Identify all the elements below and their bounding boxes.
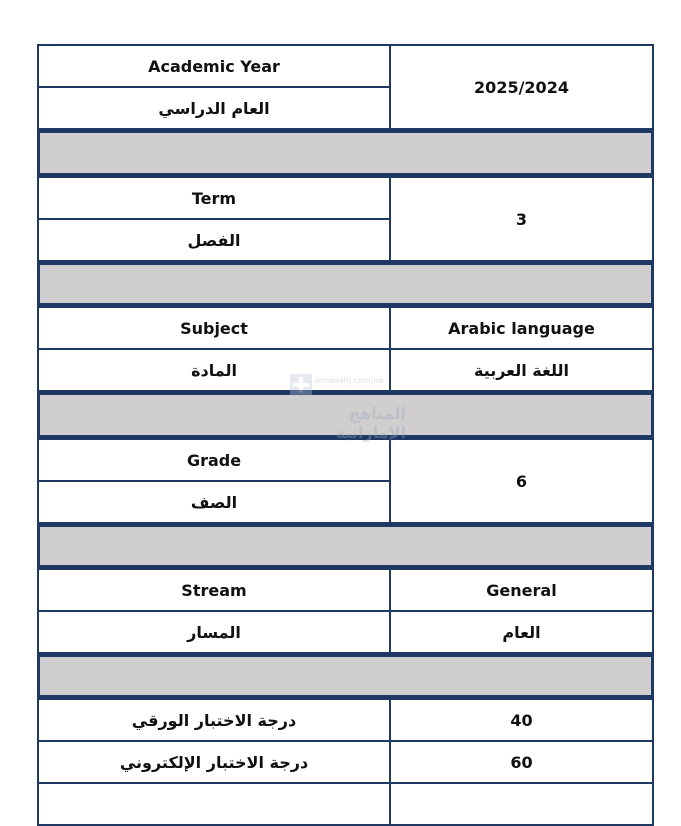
electronic-exam-score-label: درجة الاختبار الإلكتروني bbox=[37, 740, 391, 784]
stream-label-ar: المسار bbox=[37, 610, 391, 654]
partial-row-label bbox=[37, 782, 391, 826]
stream-label-en: Stream bbox=[37, 568, 391, 612]
subject-label-ar: المادة bbox=[37, 348, 391, 392]
paper-exam-score-label: درجة الاختبار الورقي bbox=[37, 698, 391, 742]
grade-label-en: Grade bbox=[37, 438, 391, 482]
term-value: 3 bbox=[389, 176, 654, 262]
watermark-url: almanahj.com/ae bbox=[314, 376, 384, 385]
partial-row-value bbox=[389, 782, 654, 826]
grade-label-ar: الصف bbox=[37, 480, 391, 524]
separator-row bbox=[37, 262, 654, 306]
academic-year-label-en: Academic Year bbox=[37, 44, 391, 88]
term-label-ar: الفصل bbox=[37, 218, 391, 262]
grade-value: 6 bbox=[389, 438, 654, 524]
subject-label-en: Subject bbox=[37, 306, 391, 350]
watermark-text: المناهج الإماراتية bbox=[335, 404, 406, 442]
academic-year-value: 2025/2024 bbox=[389, 44, 654, 130]
info-table bbox=[37, 44, 654, 824]
subject-value-en: Arabic language bbox=[389, 306, 654, 350]
academic-year-label-ar: العام الدراسي bbox=[37, 86, 391, 130]
stream-value-ar: العام bbox=[389, 610, 654, 654]
separator-row bbox=[37, 392, 654, 438]
paper-exam-score-value: 40 bbox=[389, 698, 654, 742]
separator-row bbox=[37, 130, 654, 176]
subject-value-ar: اللغة العربية bbox=[389, 348, 654, 392]
separator-row bbox=[37, 654, 654, 698]
electronic-exam-score-value: 60 bbox=[389, 740, 654, 784]
separator-row bbox=[37, 524, 654, 568]
stream-value-en: General bbox=[389, 568, 654, 612]
term-label-en: Term bbox=[37, 176, 391, 220]
